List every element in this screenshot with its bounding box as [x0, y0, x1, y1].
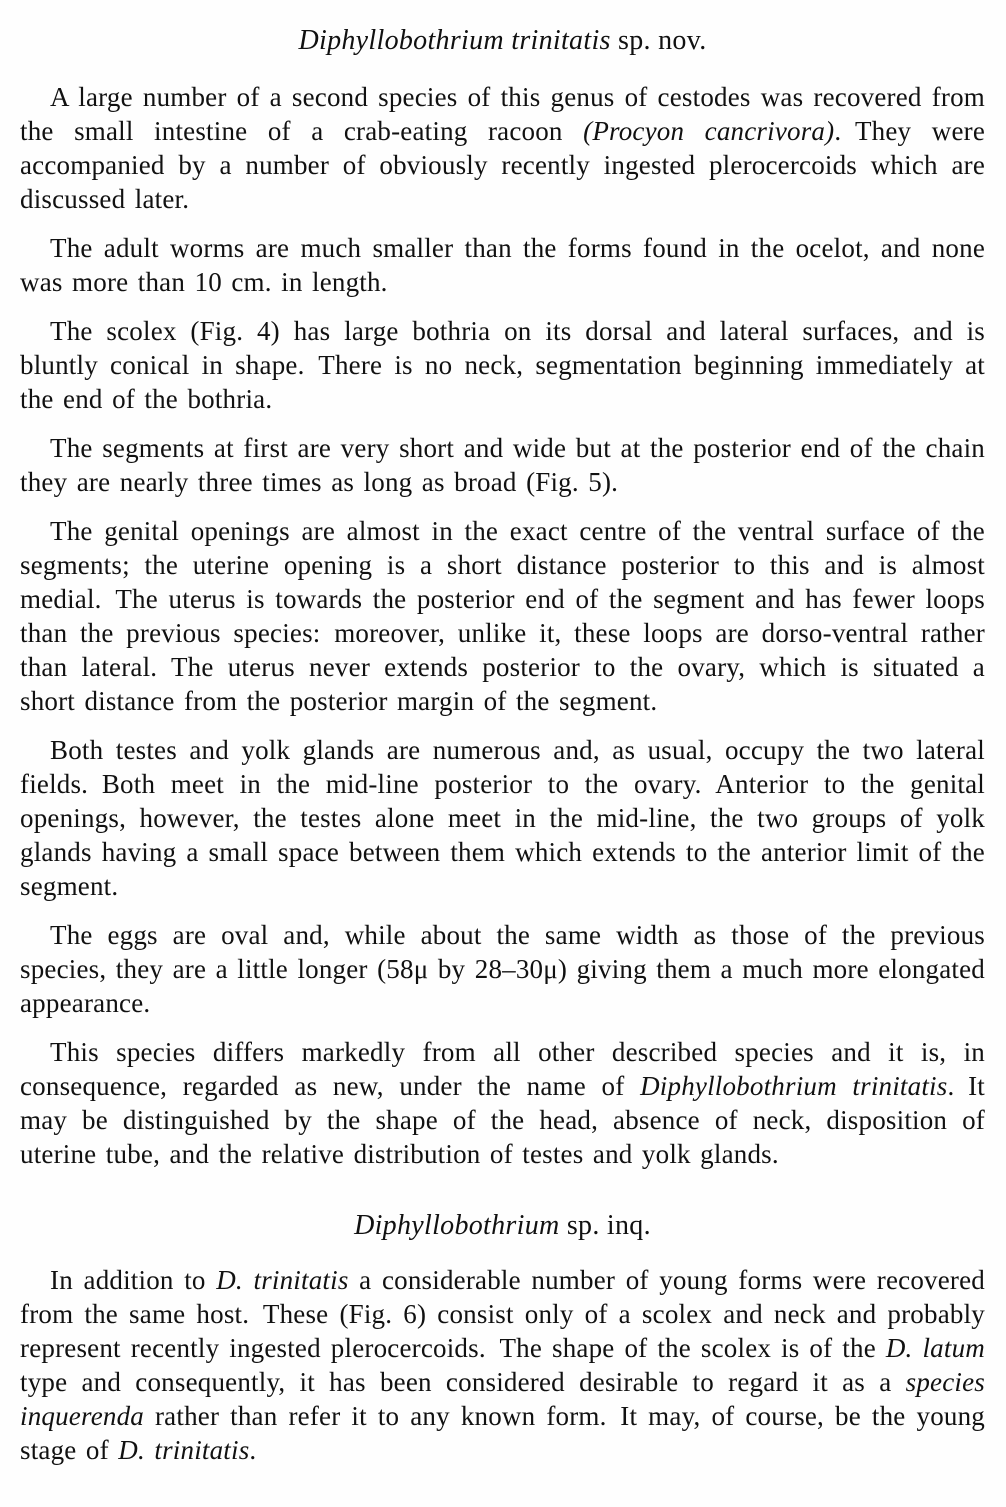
paragraph: [20, 1263, 985, 1467]
text-run: The eggs are oval and, while about the same width as those of the previous species, they are a little longer (58μ by 28–30μ) giving them a much more elongated appearance.: [20, 920, 985, 1018]
paragraph: [20, 733, 985, 903]
italic-text-run: (Procyon cancrivora): [583, 116, 835, 146]
text-run: a considerable number of young forms were recovered from the same host. These (Fig. 6) consist only of a scolex and neck and probably represent recently ingested plerocercoids. The shape of the scolex is of the: [20, 1265, 986, 1363]
italic-text-run: D. latum: [885, 1333, 985, 1363]
paragraph: [20, 918, 985, 1020]
italic-text-run: D. trinitatis: [216, 1265, 349, 1295]
italic-text-run: species inquerenda: [20, 1367, 985, 1431]
text-run: . They were accompanied by a number of obviously recently ingested plerocercoids which are discussed later.: [20, 116, 985, 214]
text-run: sp. nov.: [610, 25, 707, 56]
paragraph: [20, 431, 985, 499]
paragraph: [20, 514, 985, 718]
section-heading-sp-inq: [20, 1209, 985, 1243]
text-run: The scolex (Fig. 4) has large bothria on its dorsal and lateral surfaces, and is bluntly conical in shape. There is no neck, segmentation beginning immediately at the end of the bothria.: [20, 316, 985, 414]
text-run: The genital openings are almost in the exact centre of the ventral surface of the segments; the uterine opening is a short distance posterior to this and is almost medial. The uterus is towards the posterior end of the segment and has fewer loops than the previous species: moreover, unlike it, these loops are dorso-ventral rather than lateral. The uterus never extends posterior to the ovary, which is situated a short distance from the posterior margin of the segment.: [20, 516, 985, 716]
paragraph: [20, 1035, 985, 1171]
text-run: .: [249, 1435, 257, 1465]
text-run: A large number of a second species of this genus of cestodes was recovered from the small intestine of a crab-eating racoon: [20, 82, 985, 146]
text-run: Both testes and yolk glands are numerous and, as usual, occupy the two lateral fields. Both meet in the mid-line posterior to the ovary. Anterior to the genital openings, however, the testes alone meet in the mid-line, the two groups of yolk glands having a small space between them which extends to the anterior limit of the segment.: [20, 735, 985, 901]
text-run: sp. inq.: [559, 1210, 651, 1241]
italic-text-run: Diphyllobothrium trinitatis: [298, 25, 611, 56]
text-run: rather than refer it to any known form. It may, of course, be the young stage of: [20, 1401, 985, 1465]
text-run: The segments at first are very short and wide but at the posterior end of the chain they are nearly three times as long as broad (Fig. 5).: [20, 433, 985, 497]
text-run: In addition to: [50, 1265, 217, 1295]
italic-text-run: Diphyllobothrium trinitatis: [640, 1071, 948, 1101]
text-run: . It may be distinguished by the shape of the head, absence of neck, disposition of uterine tube, and the relative distribution of testes and yolk glands.: [20, 1071, 985, 1169]
section-trinitatis-sp-nov: [20, 80, 985, 1171]
section-heading-trinitatis-sp-nov: [20, 24, 985, 58]
italic-text-run: D. trinitatis: [118, 1435, 250, 1465]
paragraph: [20, 314, 985, 416]
paragraph: [20, 231, 985, 299]
text-run: The adult worms are much smaller than the forms found in the ocelot, and none was more than 10 cm. in length.: [20, 233, 985, 297]
text-run: This species differs markedly from all other described species and it is, in consequence, regarded as new, under the name of: [20, 1037, 985, 1101]
italic-text-run: Diphyllobothrium: [354, 1210, 560, 1241]
text-run: type and consequently, it has been considered desirable to regard it as a: [20, 1367, 906, 1397]
paragraph: [20, 80, 985, 216]
section-sp-inq: [20, 1263, 985, 1467]
